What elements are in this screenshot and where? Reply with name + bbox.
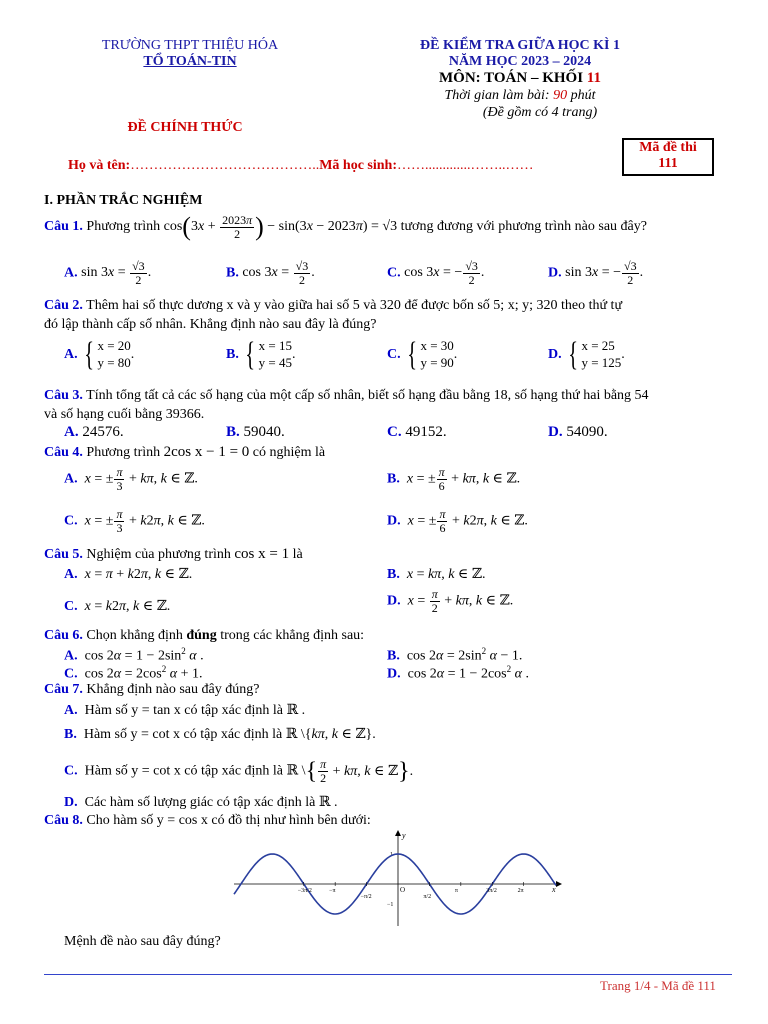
- q1-equation: cos(3x + $\frac{2023\pi}{2}$ ) − sin(3x − 2023π) = √3: [163, 212, 398, 241]
- q1-lead: Phương trình: [86, 219, 161, 235]
- question-5: [44, 546, 303, 563]
- q6-d-label: D.: [387, 666, 401, 682]
- y-tick-1: 1: [390, 852, 393, 858]
- q5-option-c[interactable]: C. x = k2π, k ∈ ℤ.: [64, 599, 171, 614]
- q2-c-y: y = 90: [420, 355, 454, 370]
- q3-b-label: B.: [226, 424, 240, 440]
- q1-option-d[interactable]: D. sin 3x = − $\frac{√3}{2}$ .: [548, 259, 644, 287]
- x-tick-label: 2π: [517, 888, 524, 894]
- question-7: [44, 682, 259, 698]
- q4-number: Câu 4.: [44, 445, 83, 460]
- q2-c-x: x = 30: [420, 338, 454, 354]
- q3-c-value: 49152: [405, 424, 443, 440]
- q4-tail: có nghiệm là: [252, 445, 326, 460]
- q2-option-c[interactable]: C. { x = 30 y = 90 .: [387, 336, 458, 373]
- subject-label: MÔN: TOÁN – KHỐI: [439, 70, 587, 86]
- x-tick-label: π/2: [423, 894, 432, 900]
- q4-equation: 2cos x − 1 = 0: [163, 444, 250, 460]
- q3-a-label: A.: [64, 424, 79, 440]
- q5-tail: là: [292, 547, 303, 562]
- q2-text-2: đó lập thành cấp số nhân. Khẳng định nào sau đây là đúng?: [44, 317, 377, 332]
- department-name: TỔ TOÁN-TIN: [143, 54, 237, 69]
- q8-lead: Cho hàm số: [86, 813, 154, 828]
- q3-d-value: 54090: [566, 424, 604, 440]
- footer-page: Trang 1/4 - Mã đề 111: [600, 978, 716, 993]
- footer-rule: [44, 974, 732, 975]
- q2-number: Câu 2.: [44, 298, 83, 313]
- q1-c-label: C.: [387, 265, 401, 281]
- q2-b-y: y = 45: [258, 355, 293, 370]
- q4-option-d[interactable]: D. x = ± $\frac{\pi}{6}$ + k2π, k ∈ ℤ.: [387, 507, 528, 535]
- q1-tail: tương đương với phương trình nào sau đây?: [400, 219, 647, 235]
- q1-d-label: D.: [548, 265, 562, 281]
- exam-time: [390, 88, 650, 104]
- q3-text-1: Tính tổng tất cả các số hạng của một cấp số nhân, biết số hạng đầu bằng 18, số hạng thứ hai bằng 54: [86, 388, 649, 403]
- q5-number: Câu 5.: [44, 547, 83, 562]
- q5-option-d[interactable]: D. x = $\frac{\pi}{2}$ + kπ, k ∈ ℤ.: [387, 587, 514, 615]
- question-1: [44, 212, 647, 242]
- q4-option-c[interactable]: C. x = ± $\frac{\pi}{3}$ + k2π, k ∈ ℤ.: [64, 507, 205, 535]
- origin-label: O: [400, 886, 406, 894]
- q4-c-label: C.: [64, 513, 78, 529]
- q2-c-label: C.: [387, 347, 401, 363]
- q6-bold-word: đúng: [186, 628, 217, 643]
- q3-number: Câu 3.: [44, 388, 83, 403]
- name-label: Họ và tên:: [68, 158, 131, 173]
- q3-b-value: 59040: [243, 424, 282, 440]
- q1-option-a[interactable]: A. sin 3x = $\frac{√3}{2}$ .: [64, 259, 152, 287]
- q3-option-d[interactable]: D. 54090.: [548, 424, 608, 440]
- q2-option-d[interactable]: D. { x = 25 y = 125 .: [548, 336, 625, 373]
- q4-option-b[interactable]: B. x = ± $\frac{\pi}{6}$ + kπ, k ∈ ℤ.: [387, 465, 521, 493]
- q3-a-value: 24576: [82, 424, 120, 440]
- q7-a-text: Hàm số y = tan x có tập xác định là ℝ .: [84, 703, 306, 718]
- q6-tail: trong các khẳng định sau:: [220, 628, 365, 643]
- q8-question: Mệnh đề nào sau đây đúng?: [64, 934, 221, 949]
- grade: 11: [586, 70, 601, 86]
- q7-a-label: A.: [64, 703, 78, 718]
- student-id-field: …….............……..……: [397, 158, 534, 173]
- time-value: 90: [553, 88, 568, 103]
- q2-a-label: A.: [64, 347, 78, 363]
- y-tick-neg1: −1: [387, 902, 394, 908]
- x-tick-label: π: [454, 888, 458, 894]
- q8-tail: có đồ thị như hình bên dưới:: [211, 813, 371, 828]
- y-axis-arrow: [395, 830, 401, 836]
- q5-option-a[interactable]: A. x = π + k2π, k ∈ ℤ.: [64, 567, 193, 582]
- x-tick-label: −π: [329, 888, 336, 894]
- q2-b-label: B.: [226, 347, 239, 363]
- q3-option-c[interactable]: C. 49152.: [387, 424, 447, 440]
- school-year: NĂM HỌC 2023 – 2024: [448, 54, 592, 69]
- q2-a-y: y = 80: [97, 355, 131, 370]
- exam-code-box: [622, 138, 714, 176]
- exam-code-label: Mã đề thi: [639, 140, 697, 155]
- q3-option-a[interactable]: A. 24576.: [64, 424, 124, 440]
- q6-lead: Chọn khẳng định: [86, 628, 183, 643]
- student-id-label: Mã học sinh:: [319, 158, 398, 173]
- time-suffix: phút: [567, 88, 596, 103]
- question-4: [44, 444, 325, 461]
- q8-equation: y = cos x: [156, 813, 208, 828]
- subject: [370, 70, 670, 87]
- question-8: [44, 813, 371, 829]
- q5-b-label: B.: [387, 567, 400, 582]
- q3-d-label: D.: [548, 424, 563, 440]
- q1-a-label: A.: [64, 265, 78, 281]
- q2-b-x: x = 15: [258, 338, 293, 354]
- q4-d-label: D.: [387, 513, 401, 529]
- q1-option-b[interactable]: B. cos 3x = $\frac{√3}{2}$ .: [226, 259, 315, 287]
- q1-b-label: B.: [226, 265, 239, 281]
- section-title: I. PHẦN TRẮC NGHIỆM: [44, 193, 203, 208]
- q7-c-text: Hàm số y = cot x có tập xác định là ℝ \: [84, 763, 306, 779]
- x-tick-label: −π/2: [360, 894, 372, 900]
- x-axis-arrow: [556, 881, 562, 887]
- x-tick-label: −3π/2: [297, 888, 312, 894]
- q7-option-a[interactable]: [64, 702, 305, 719]
- exam-code: 111: [658, 156, 678, 171]
- q7-option-b[interactable]: B. Hàm số y = cot x có tập xác định là ℝ \{kπ, k ∈ ℤ}.: [64, 727, 376, 742]
- time-prefix: Thời gian làm bài:: [444, 88, 554, 103]
- q6-c-label: C.: [64, 666, 78, 682]
- q7-option-d[interactable]: [64, 794, 338, 811]
- q7-d-label: D.: [64, 795, 78, 810]
- q7-d-text: Các hàm số lượng giác có tập xác định là ℝ .: [84, 795, 338, 810]
- q6-b-label: B.: [387, 648, 400, 664]
- cosine-graph: [230, 828, 564, 928]
- q6-option-c[interactable]: C. $\cos 2\alpha = 2\cos^2$ α + 1.: [64, 664, 203, 682]
- pages-note: (Đề gồm có 4 trang): [482, 105, 598, 120]
- q2-text-1: Thêm hai số thực dương x và y vào giữa hai số 5 và 320 để được bốn số 5; x; y; 320 theo thứ tự: [86, 298, 623, 313]
- q6-option-b[interactable]: B. $\cos 2\alpha = 2\sin^2$ α − 1.: [387, 646, 523, 664]
- q7-b-text: Hàm số y = cot x có tập xác định là ℝ \: [83, 727, 305, 742]
- q5-option-b[interactable]: B. x = kπ, k ∈ ℤ.: [387, 567, 486, 582]
- x-ticks: [298, 882, 524, 900]
- student-info: [68, 158, 534, 174]
- question-3: [44, 386, 730, 424]
- q4-b-label: B.: [387, 471, 400, 487]
- x-axis-label: x: [552, 885, 556, 894]
- q5-a-label: A.: [64, 567, 78, 582]
- q6-number: Câu 6.: [44, 628, 83, 643]
- x-tick-label: 3π/2: [486, 888, 497, 894]
- q6-a-label: A.: [64, 648, 78, 664]
- q4-option-a[interactable]: A. x = ± $\frac{\pi}{3}$ + kπ, k ∈ ℤ.: [64, 465, 198, 493]
- q4-a-label: A.: [64, 471, 78, 487]
- official-label: ĐỀ CHÍNH THỨC: [127, 120, 243, 135]
- q7-b-label: B.: [64, 727, 77, 742]
- y-axis-label: y: [402, 831, 406, 840]
- q2-option-a[interactable]: A. { x = 20 y = 80 .: [64, 336, 135, 373]
- q2-d-x: x = 25: [581, 338, 615, 354]
- q3-option-b[interactable]: B. 59040.: [226, 424, 285, 440]
- q5-lead: Nghiệm của phương trình: [86, 547, 231, 562]
- question-2: [44, 296, 730, 334]
- q2-a-x: x = 20: [97, 338, 131, 354]
- q7-number: Câu 7.: [44, 682, 83, 697]
- q5-equation: cos x = 1: [234, 546, 290, 562]
- q7-lead: Khẳng định nào sau đây đúng?: [86, 682, 260, 697]
- q7-c-label: C.: [64, 763, 78, 779]
- q2-d-label: D.: [548, 347, 562, 363]
- q3-c-label: C.: [387, 424, 402, 440]
- q5-d-label: D.: [387, 593, 401, 609]
- q8-number: Câu 8.: [44, 813, 83, 828]
- q1-option-c[interactable]: C. cos 3x = − $\frac{√3}{2}$ .: [387, 259, 485, 287]
- q5-c-label: C.: [64, 599, 78, 614]
- q3-text-2: và số hạng cuối bằng 39366.: [44, 407, 205, 422]
- q6-option-a[interactable]: A. $\cos 2\alpha = 1 - 2\sin^2$ α .: [64, 646, 204, 664]
- q2-d-y: y = 125: [581, 355, 622, 370]
- school-name: TRƯỜNG THPT THIỆU HÓA: [101, 38, 279, 53]
- q4-lead: Phương trình: [86, 445, 161, 460]
- question-6: [44, 628, 364, 644]
- q2-option-b[interactable]: B. { x = 15 y = 45 .: [226, 336, 296, 373]
- q6-option-d[interactable]: D. $\cos 2\alpha = 1 - 2\cos^2$ α .: [387, 664, 529, 682]
- q7-option-c[interactable]: C. Hàm số y = cot x có tập xác định là ℝ \{ $\frac{\pi}{2}$ + kπ, k ∈ ℤ}.: [64, 757, 414, 785]
- name-field: …………………………………..: [130, 158, 320, 173]
- exam-title: ĐỀ KIỂM TRA GIỮA HỌC KÌ 1: [420, 38, 620, 53]
- q1-number: Câu 1.: [44, 219, 83, 235]
